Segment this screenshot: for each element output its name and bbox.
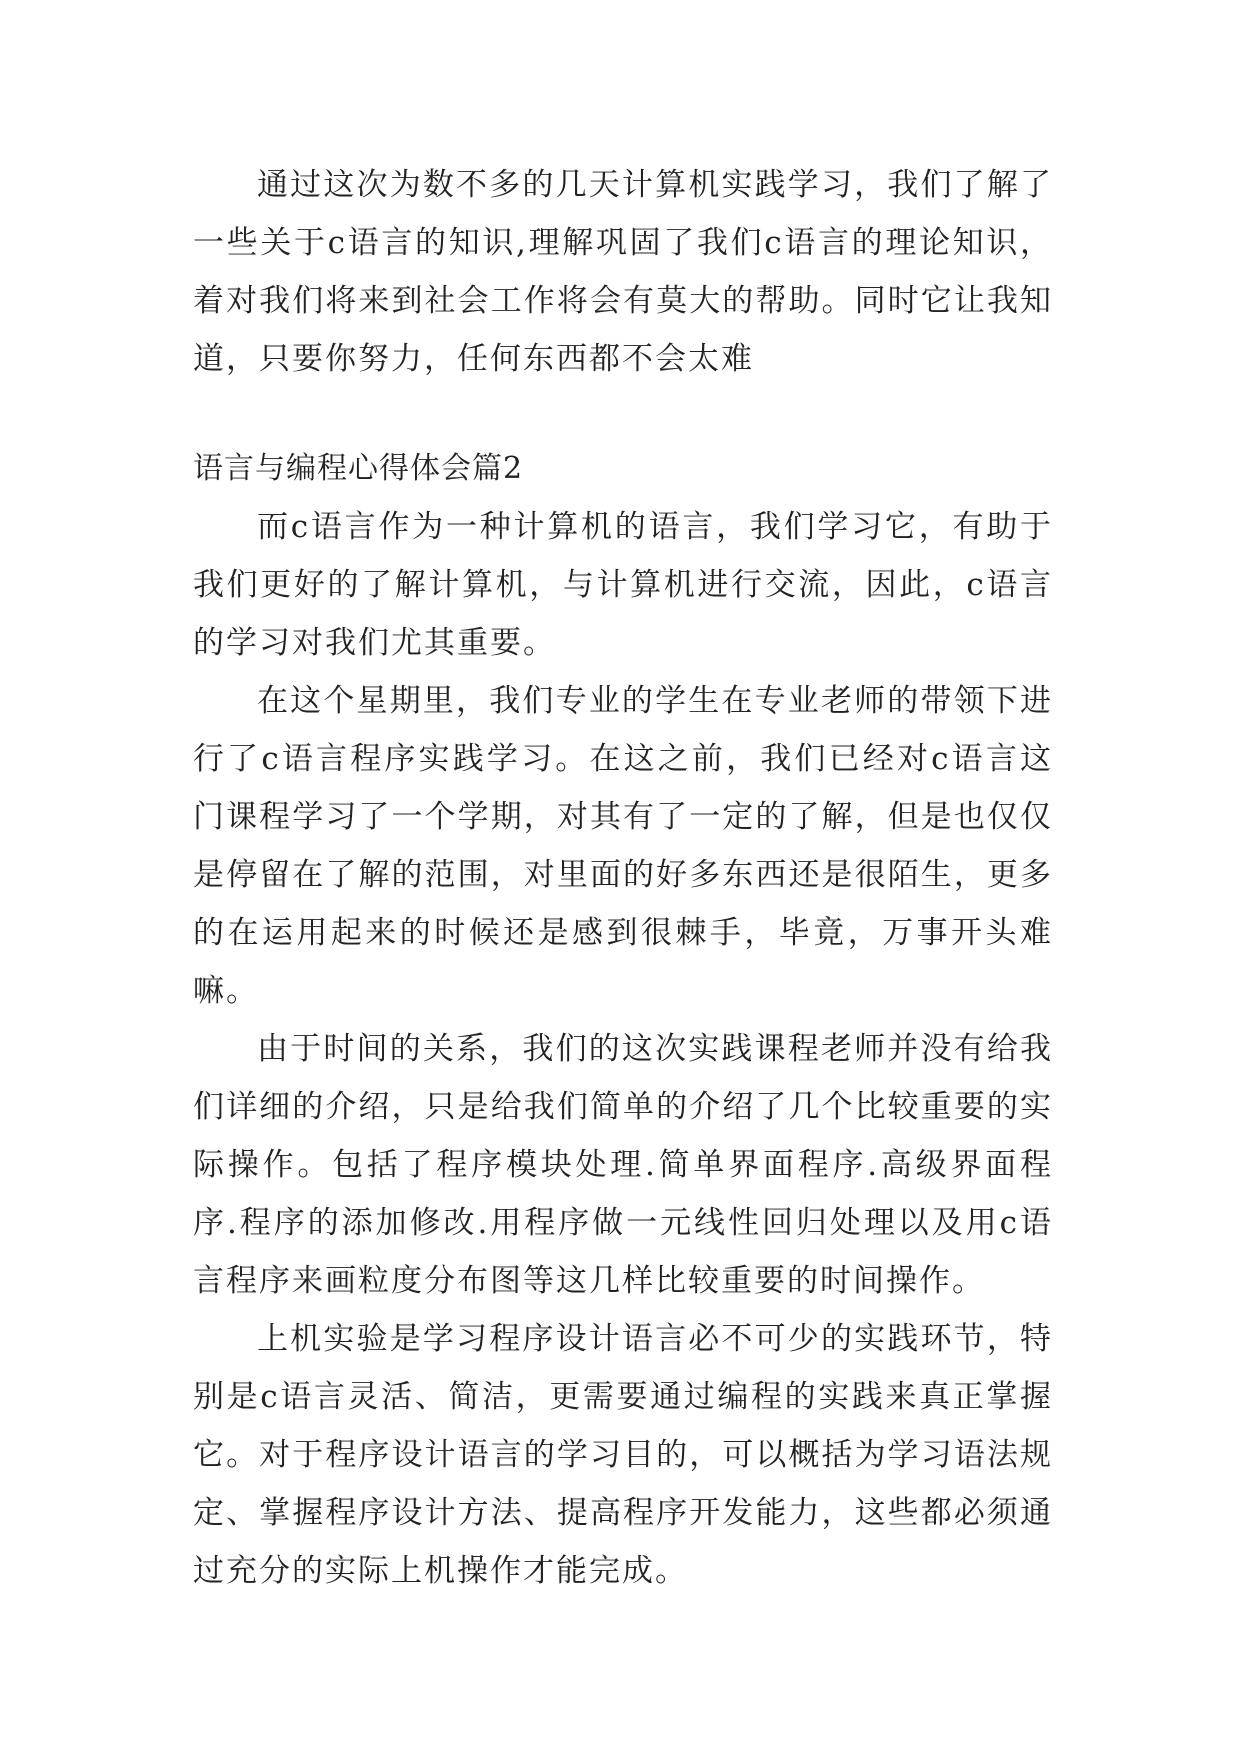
paragraph-intro: 通过这次为数不多的几天计算机实践学习，我们了解了一些关于c语言的知识,理解巩固了我们c语言的理论知识，着对我们将来到社会工作将会有莫大的帮助。同时它让我知道，只要你努力，任何东西都不会太难 xyxy=(193,167,1053,377)
paragraph-practice-week: 在这个星期里，我们专业的学生在专业老师的带领下进行了c语言程序实践学习。在这之前，我们已经对c语言这门课程学习了一个学期，对其有了一定的了解，但是也仅仅是停留在了解的范围，对里面的好多东西还是很陌生，更多的在运用起来的时候还是感到很棘手，毕竟，万事开头难嘛。 xyxy=(193,683,1053,1009)
paragraph-lab-importance: 上机实验是学习程序设计语言必不可少的实践环节，特别是c语言灵活、简洁，更需要通过编程的实践来真正掌握它。对于程序设计语言的学习目的，可以概括为学习语法规定、掌握程序设计方法、提高程序开发能力，这些都必须通过充分的实际上机操作才能完成。 xyxy=(193,1321,1053,1589)
paragraph-course-content: 由于时间的关系，我们的这次实践课程老师并没有给我们详细的介绍，只是给我们简单的介绍了几个比较重要的实际操作。包括了程序模块处理.简单界面程序.高级界面程序.程序的添加修改.用程序做一元线性回归处理以及用c语言程序来画粒度分布图等这几样比较重要的时间操作。 xyxy=(193,1031,1053,1299)
document-body xyxy=(193,156,1053,1600)
section-spacer xyxy=(193,388,1053,440)
paragraph-c-language-intro: 而c语言作为一种计算机的语言，我们学习它，有助于我们更好的了解计算机，与计算机进行交流，因此，c语言的学习对我们尤其重要。 xyxy=(193,509,1053,661)
section-title: 语言与编程心得体会篇2 xyxy=(193,451,524,486)
